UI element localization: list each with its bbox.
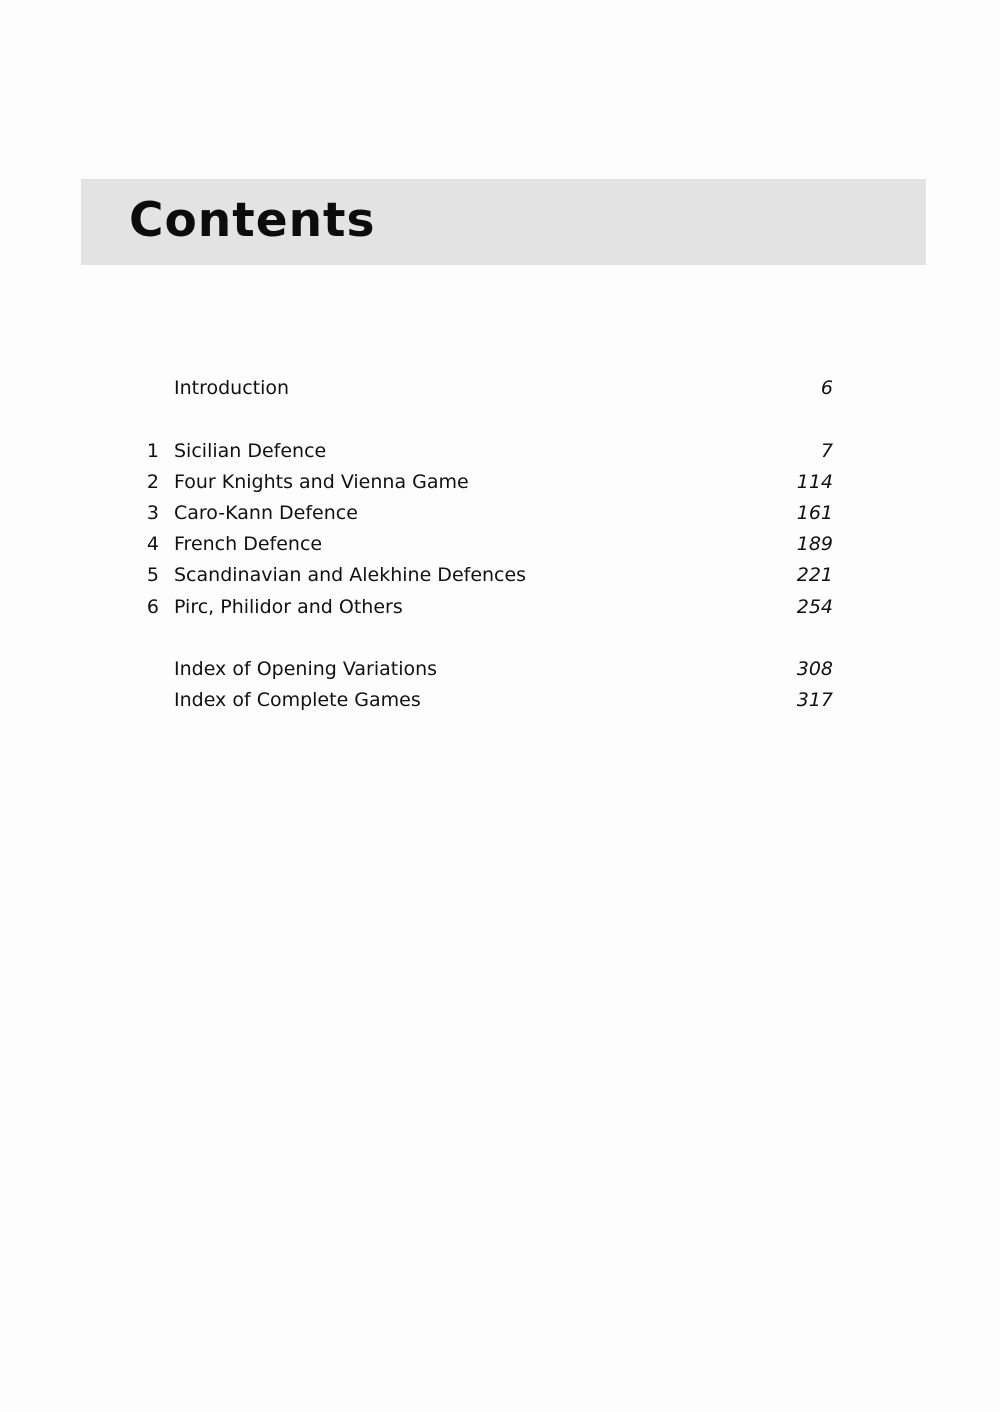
- toc-entry-chapter-3[interactable]: [130, 498, 833, 528]
- entry-title: Index of Opening Variations: [174, 658, 438, 680]
- entry-title: Introduction: [174, 377, 290, 399]
- toc-entry-chapter-1[interactable]: [130, 436, 833, 466]
- page-number: 161: [796, 502, 833, 524]
- entry-title: Caro-Kann Defence: [174, 502, 358, 524]
- entry-title: Index of Complete Games: [174, 689, 421, 711]
- toc-entry-chapter-6[interactable]: [130, 592, 833, 622]
- page-number: 189: [796, 533, 833, 555]
- page-number: 221: [796, 564, 833, 586]
- chapter-number: 4: [146, 533, 159, 555]
- chapter-number: 5: [146, 564, 159, 586]
- toc-entry-index-opening-variations[interactable]: [130, 654, 833, 684]
- chapter-number: 6: [146, 596, 159, 618]
- toc-entry-index-complete-games[interactable]: [130, 685, 833, 715]
- chapter-number: 1: [146, 440, 159, 462]
- entry-title: Sicilian Defence: [174, 440, 327, 462]
- page-title: Contents: [129, 193, 376, 248]
- toc-entry-chapter-4[interactable]: [130, 529, 833, 559]
- page-number: 7: [820, 440, 833, 462]
- entry-title: Four Knights and Vienna Game: [174, 471, 469, 493]
- chapter-number: 2: [146, 471, 159, 493]
- page-number: 317: [796, 689, 833, 711]
- entry-title: Pirc, Philidor and Others: [174, 596, 403, 618]
- toc-entry-chapter-2[interactable]: [130, 467, 833, 497]
- page-number: 114: [796, 471, 833, 493]
- toc-entry-chapter-5[interactable]: [130, 560, 833, 590]
- page-number: 254: [796, 596, 833, 618]
- page-number: 6: [820, 377, 833, 399]
- title-banner: [81, 179, 926, 265]
- toc-entry-introduction[interactable]: [130, 373, 833, 403]
- entry-title: French Defence: [174, 533, 323, 555]
- page-number: 308: [796, 658, 833, 680]
- chapter-number: 3: [146, 502, 159, 524]
- entry-title: Scandinavian and Alekhine Defences: [174, 564, 527, 586]
